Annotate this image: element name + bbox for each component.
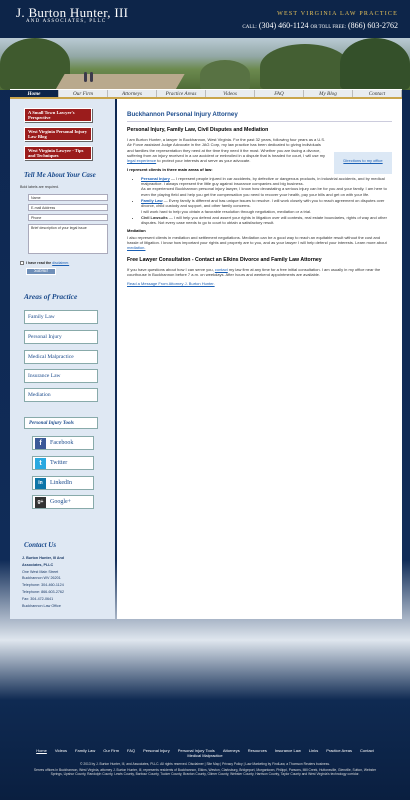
- contact-firm: J. Burton Hunter, III And: [22, 556, 65, 560]
- contact-fax: Fax: 304-472-0641: [22, 596, 54, 601]
- disclaimer-label: I have read the: [26, 261, 52, 265]
- social-twitter[interactable]: [32, 456, 94, 470]
- practice-insurance-law[interactable]: Insurance Law: [24, 369, 98, 383]
- social-googleplus[interactable]: [32, 495, 94, 509]
- tollfree-number[interactable]: (866) 603-2762: [348, 21, 398, 30]
- phone-field[interactable]: Phone: [28, 214, 108, 221]
- promo-injury-law-blog[interactable]: West Virginia Personal Injury Law Blog: [24, 127, 92, 141]
- name-field[interactable]: Name: [28, 194, 108, 201]
- left-sidebar: [10, 99, 115, 619]
- site-logo[interactable]: [16, 6, 128, 24]
- consultation-heading: Free Lawyer Consultation - Contact an Elkins Divorce and Family Law Attorney: [127, 256, 322, 263]
- social-label: Twitter: [50, 460, 68, 466]
- contact-city: Buckhannon WV 26201: [22, 576, 61, 581]
- list-item: • Civil Lawsuits — I will help you defend and assert your rights in litigation over will contests, real estate boundaries, rights of way and other disputes. Not every case needs to go to court to obtain a satisfactory result.: [141, 215, 392, 226]
- logo-subtitle: AND ASSOCIATES, PLLC: [26, 19, 107, 24]
- contact-street: One West Main Street: [22, 569, 59, 574]
- attorney-message-row: [127, 281, 392, 286]
- tools-title[interactable]: Personal Injury Tools: [24, 417, 98, 429]
- facebook-icon: f: [35, 438, 46, 449]
- footer-link-resources[interactable]: Resources: [247, 748, 267, 753]
- contact-us-title: Contact Us: [24, 541, 57, 549]
- footer-link-injury-tools[interactable]: Personal Injury Tools: [177, 748, 215, 753]
- tollfree-label: OR TOLL FREE:: [310, 25, 346, 30]
- legal-experience-link[interactable]: legal experience: [127, 158, 157, 164]
- nav-practice-areas[interactable]: Practice Areas: [157, 90, 206, 97]
- nav-contact[interactable]: Contact: [353, 90, 402, 97]
- site-footer: [0, 748, 410, 776]
- contact-tollfree: Telephone: 866-603-2762: [22, 589, 65, 594]
- case-form-title: Tell Me About Your Case: [24, 171, 96, 179]
- areas-list: [141, 176, 392, 226]
- nav-my-blog[interactable]: My Blog: [304, 90, 353, 97]
- practice-mediation[interactable]: Mediation: [24, 388, 98, 402]
- footer-link-contact[interactable]: Contact: [360, 748, 374, 753]
- mediation-heading: Mediation: [127, 228, 146, 234]
- footer-link-attorneys[interactable]: Attorneys: [222, 748, 240, 753]
- footer-link-personal-injury[interactable]: Personal Injury: [143, 748, 170, 753]
- areas-heading: I represent clients in three main areas of law:: [127, 167, 213, 173]
- social-facebook[interactable]: [32, 436, 94, 450]
- footer-link-family-law[interactable]: Family Law: [75, 748, 96, 753]
- footer-nav: [0, 748, 410, 758]
- disclaimer-row: [20, 261, 69, 265]
- footer-link-home[interactable]: Home: [36, 748, 47, 753]
- list-item: • Personal Injury — I represent people injured in car accidents, by defective or dangerous products, in industrial accidents, and by medical malpractice. I always represent the little guy against insurance companies and big business. As an experienced Buckhannon personal injury lawyer, I know how devastating a serious injury can be for you and your family. I am here to even the playing field and help you get the compensation you need to recover your health, pay your bills and get on with your life.: [141, 176, 392, 197]
- logo-name: J. Burton Hunter, III: [16, 5, 129, 20]
- contact-phone: Telephone: 304-460-1124: [22, 583, 64, 588]
- contact-link[interactable]: contact: [214, 266, 228, 272]
- civil-lawsuits-label: Civil Lawsuits: [141, 214, 168, 220]
- footer-link-medical-malpractice[interactable]: Medical Malpractice: [187, 753, 223, 758]
- description-field[interactable]: Brief description of your legal issue: [28, 224, 108, 254]
- nav-faq[interactable]: FAQ: [255, 90, 304, 97]
- page-subtitle: Personal Injury, Family Law, Civil Disputes and Mediation: [127, 127, 269, 133]
- practice-areas-title: Areas of Practice: [24, 292, 78, 301]
- social-linkedin[interactable]: [32, 476, 94, 490]
- disclaimer-link[interactable]: disclaimer.: [52, 261, 70, 265]
- social-label: Facebook: [50, 440, 74, 446]
- practice-family-law[interactable]: Family Law: [24, 310, 98, 324]
- personal-injury-link[interactable]: Personal Injury: [141, 175, 170, 181]
- footer-copyright: © 2013 by J. Burton Hunter, III, and Associates, PLLC. All rights reserved. Disclaimer | Site Map | Privacy Policy | Law Marketing by FindLaw, a Thomson Reuters business.: [80, 762, 330, 766]
- hero-banner: [0, 38, 410, 90]
- directions-link[interactable]: Directions to my office: [334, 152, 392, 174]
- contact-office: Buckhannon Law Office: [22, 603, 61, 608]
- consultation-paragraph: If you have questions about how I can serve you, contact my law firm at any time for a free initial consultation. I am usually in my office near the courthouse in Buckhannon before 7 a.m. on weekdays. After hours and weekend appointments are available.: [127, 266, 381, 277]
- main-content: [117, 99, 402, 619]
- promo-lawyer-tips[interactable]: West Virginia Lawyer - Tips and Techniques: [24, 146, 92, 160]
- mediation-link[interactable]: mediation.: [127, 245, 146, 251]
- nav-our-firm[interactable]: Our Firm: [59, 90, 108, 97]
- googleplus-icon: g+: [35, 497, 46, 508]
- email-field[interactable]: E-mail Address: [28, 204, 108, 211]
- practice-personal-injury[interactable]: Personal Injury: [24, 330, 98, 344]
- promo-small-town-lawyer[interactable]: A Small Town Lawyer's Perspective: [24, 108, 92, 122]
- twitter-icon: t: [35, 458, 46, 469]
- footer-link-practice-areas[interactable]: Practice Areas: [326, 748, 352, 753]
- footer-link-links[interactable]: Links: [308, 748, 319, 753]
- footer-link-insurance-law[interactable]: Insurance Law: [274, 748, 301, 753]
- tagline: WEST VIRGINIA LAW PRACTICE: [277, 11, 398, 17]
- nav-home[interactable]: Home: [10, 90, 59, 97]
- main-nav: [10, 89, 402, 99]
- attorney-message-link[interactable]: Read a Message From Attorney J. Burton Hunter.: [127, 281, 215, 287]
- disclaimer-checkbox[interactable]: [20, 261, 24, 265]
- phone-block: [242, 21, 398, 30]
- social-label: LinkedIn: [50, 480, 72, 486]
- family-law-link[interactable]: Family Law: [141, 197, 163, 203]
- form-note: Bold labels are required.: [20, 185, 59, 189]
- call-label: CALL:: [242, 25, 257, 30]
- footer-description: Serves offices in Buckhannon, West Virginia, attorney J. Burton Hunter, III, represents residents of Buckhannon, Elkins, Weston, Clarksburg, Bridgeport, Morgantown, Philippi, Parsons, Mill Creek, Huttonsville, Glenville, Sutton, Webster Springs, Upshur County, Randolph County, Lewis County, Barbour County, Tucker County, Braxton County, Gilmer County, Webster County, Harrison County, Taylor County and West Virginia's technology corridor.: [33, 768, 377, 777]
- footer-link-our-firm[interactable]: Our Firm: [103, 748, 120, 753]
- mediation-paragraph: I also represent clients in mediation and settlement negotiations. Mediation can be a good way to reach an equitable result without the cost and hassle of litigation. I know how important your rights and property are to you, and as your lawyer I will help defend your interests. Learn more about mediation.: [127, 234, 387, 251]
- list-item: • Family Law — Every family is different and has unique issues to resolve. I will work closely with you to reach agreement on disputes over divorce, child custody and support, and other family concerns. I will work hard to help you obtain a favorable resolution through negotiation, mediation or a trial.: [141, 198, 392, 214]
- page-title: Buckhannon Personal Injury Attorney: [127, 111, 392, 122]
- contact-address: [22, 555, 64, 609]
- footer-link-faq[interactable]: FAQ: [127, 748, 136, 753]
- nav-videos[interactable]: Videos: [206, 90, 255, 97]
- practice-medical-malpractice[interactable]: Medical Malpractice: [24, 350, 98, 364]
- site-header: [0, 0, 410, 38]
- nav-attorneys[interactable]: Attorneys: [108, 90, 157, 97]
- intro-paragraph: I am Burton Hunter, a lawyer in Buckhannon, West Virginia. For the past 32 years, following four years as a U.S. Air Force assistant Judge Advocate in the JAG Corp, my law practice has been dedicated to giving individuals and families the representation they need at the time they need it the most. Whether you are facing a divorce, suffering from an injury received in a car accident or embroiled in a dispute that is headed for court, I will use my legal experience to protect your interests and serve as your advocate.: [127, 137, 326, 164]
- linkedin-icon: in: [35, 478, 46, 489]
- contact-firm-suffix: Associates, PLLC: [22, 562, 54, 567]
- social-label: Google+: [50, 499, 72, 505]
- submit-button[interactable]: Submit: [26, 268, 56, 275]
- footer-link-videos[interactable]: Videos: [54, 748, 68, 753]
- phone-number[interactable]: (304) 460-1124: [258, 21, 309, 30]
